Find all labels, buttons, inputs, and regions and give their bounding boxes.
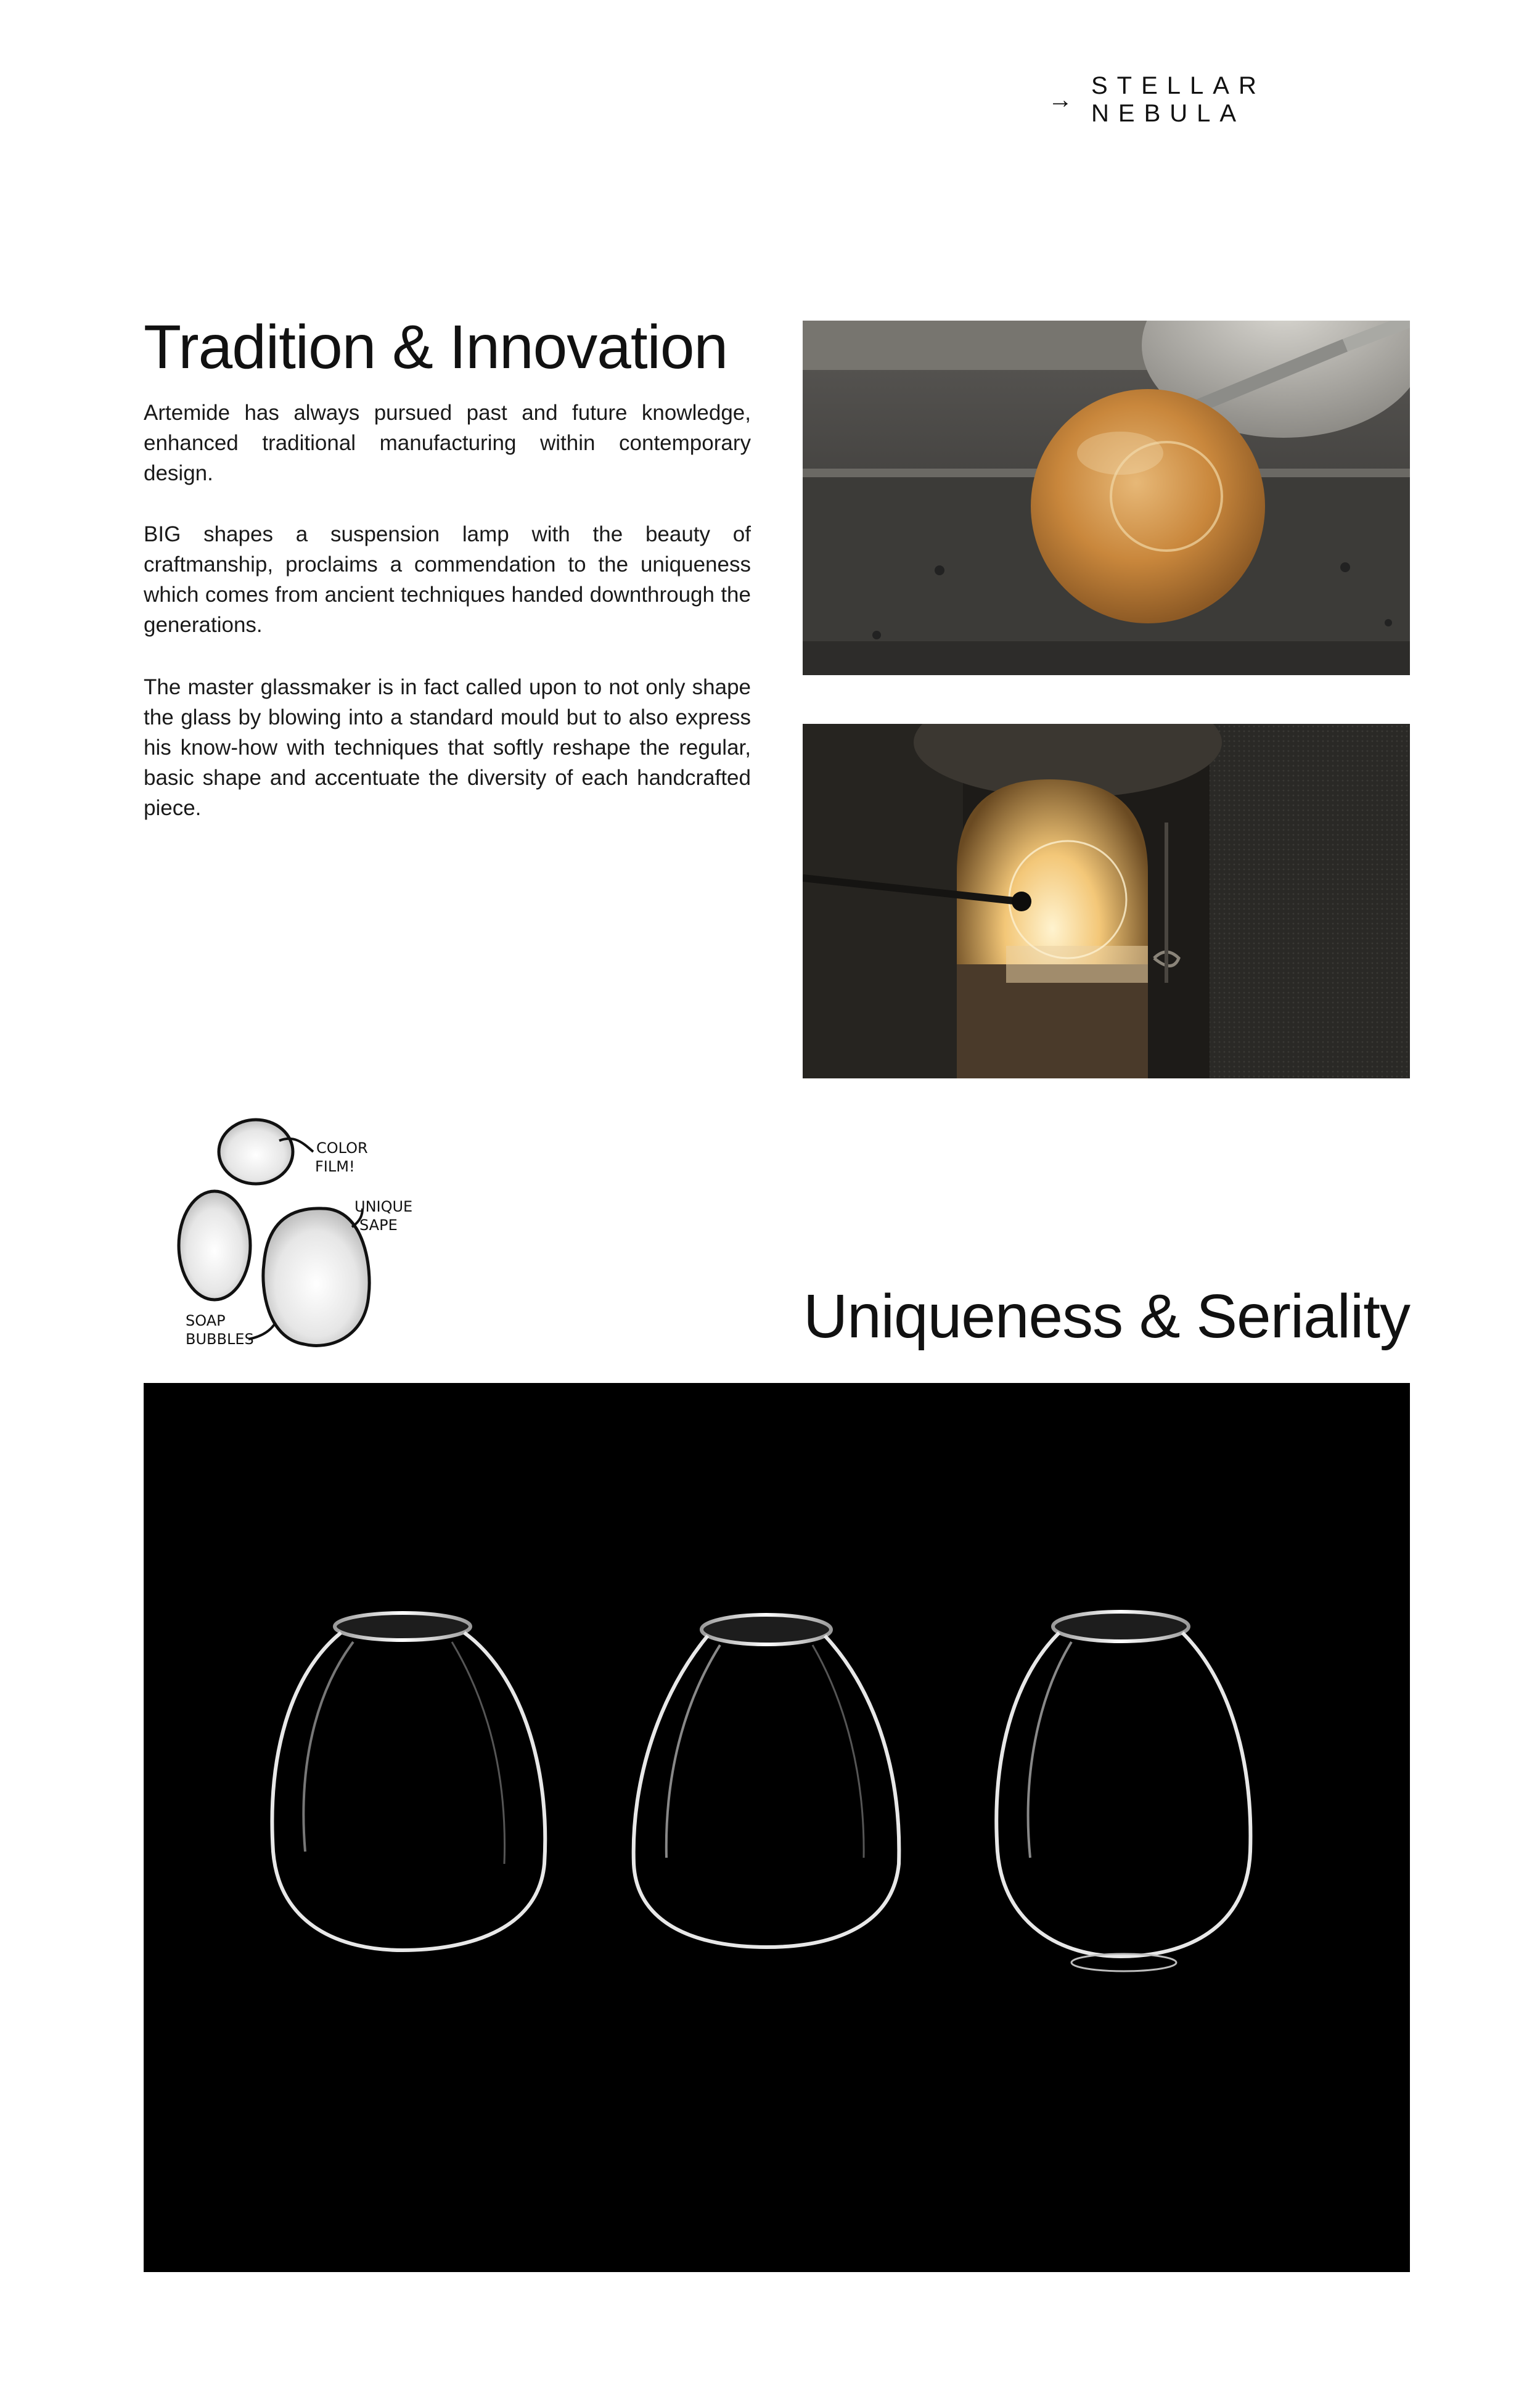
glassblowing-photo — [803, 321, 1410, 675]
sketch-label: SOAP — [186, 1312, 226, 1329]
arrow-right-icon: → — [1048, 86, 1073, 113]
body-paragraph: The master glassmaker is in fact called upon to not only shape the glass by blowing into a standard mould but to also express his know-how with techniques that softly reshape the regular, basic shape and accentuate the diversity of each handcrafted piece. — [144, 675, 751, 820]
section-title: STELLAR NEBULA — [1091, 72, 1266, 127]
section-nav-label — [1048, 72, 1412, 127]
sketch-label: UNIQUE — [354, 1198, 413, 1215]
soap-bubbles-sketch — [144, 1042, 452, 1375]
sketch-label: SAPE — [359, 1216, 398, 1234]
glass-lamps-photo — [144, 1383, 1410, 2272]
body-paragraph: BIG shapes a suspension lamp with the beauty of craftmanship, proclaims a commendation to the uniqueness which comes from ancient techniques handed downthrough the generations. — [144, 522, 751, 637]
heading-tradition-innovation: Tradition & Innovation — [144, 313, 728, 382]
sketch-label: BUBBLES — [186, 1331, 254, 1348]
sketch-label: COLOR — [316, 1139, 368, 1157]
sketch-label: FILM! — [315, 1158, 355, 1175]
furnace-photo — [803, 724, 1410, 1078]
body-paragraph: Artemide has always pursued past and future knowledge, enhanced traditional manufacturing within contemporary design. — [144, 401, 751, 485]
heading-uniqueness-seriality: Uniqueness & Seriality — [803, 1282, 1410, 1351]
